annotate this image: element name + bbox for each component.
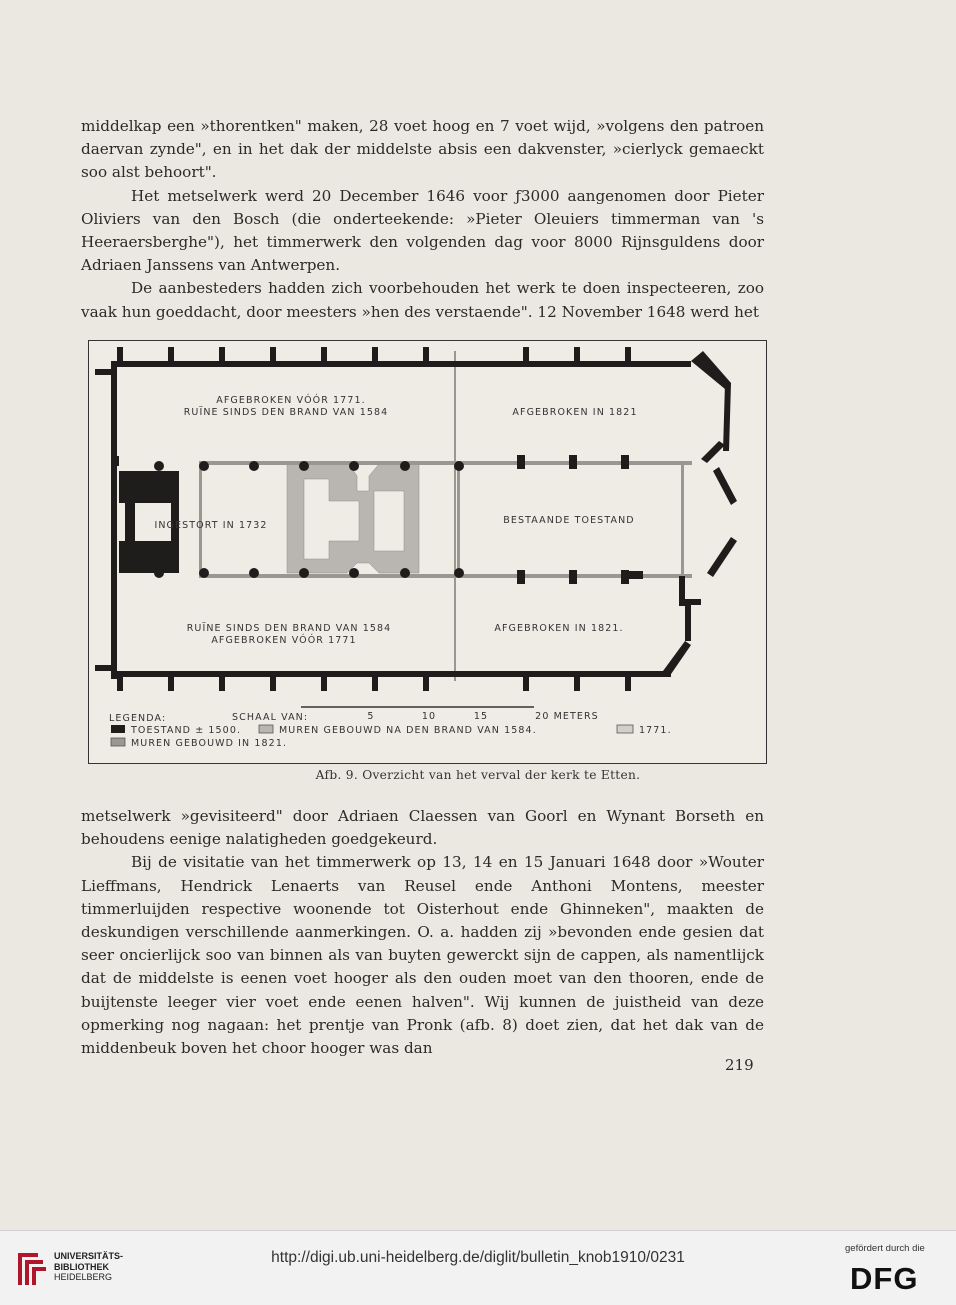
plan-legend [109,707,672,749]
paragraph: metselwerk »gevisiteerd" door Adriaen Claessen van Goorl en Wynant Borseth en behoudens eenige nalatigheden goedgekeurd. [81,807,764,849]
plan-label-center: BESTAANDE TOESTAND [503,515,635,526]
page-number: 219 [725,1056,754,1074]
legend-swatch-light [617,725,633,733]
plan-label-nw-2: RUÏNE SINDS DEN BRAND VAN 1584 [183,407,389,418]
source-url[interactable]: http://digi.ub.uni-heidelberg.de/diglit/bulletin_knob1910/0231 [271,1249,685,1266]
library-name-line: UNIVERSITÄTS- [54,1251,124,1261]
plan-label-nw-1: AFGEBROKEN VÓÓR 1771. [216,395,366,406]
text-block-top [81,115,764,324]
paragraph: De aanbesteders hadden zich voorbehouden het werk te doen inspecteeren, zoo vaak hun goeddacht, door meesters »hen des verstaende". 12 November 1648 werd het [81,279,764,321]
scale-tick-label: 15 [473,711,489,722]
funder-note: gefördert durch die [845,1243,925,1254]
plan-label-west: INGESTORT IN 1732 [154,520,268,531]
legend-item: 1771. [639,725,672,736]
scale-tick-label: 10 [421,711,437,722]
scale-tick-label: 5 [367,711,375,722]
paragraph: Het metselwerk werd 20 December 1646 voor ƒ3000 aangenomen door Pieter Oliviers van den Bosch (die onderteekende: »Pieter Oleuiers timmerman van 's Heeraersberghe"), het timmerwerk den volgenden dag voor 8000 Rijnsguldens door Adriaen Janssens van Antwerpen. [81,186,764,275]
legend-swatch-black [111,725,125,733]
text-block-bottom [81,805,764,1060]
plan-label-se: AFGEBROKEN IN 1821. [494,623,624,634]
paragraph: middelkap een »thorentken" maken, 28 voet hoog en 7 voet wijd, »volgens den patroen daervan zynde", en in het dak der middelste absis een dakvenster, »cierlyck gemaeckt soo alst behoort". [81,117,764,182]
viewer-footer [0,1230,956,1305]
legend-swatch-hatched [111,738,125,746]
dfg-logo: DFG [850,1261,919,1296]
library-name-line: BIBLIOTHEK [54,1261,109,1272]
paragraph: Bij de visitatie van het timmerwerk op 13, 14 en 15 Januari 1648 door »Wouter Lieffmans, Hendrick Lenaerts van Reusel ende Anthoni Montens, meester timmerluijden respective woonende tot Oisterhout ende Ghinneken", maakten de deskundigen verschillende aanmerkingen. O. a. hadden zij »bevonden ende gesien dat seer oncierlijck soo van binnen als van buyten gewerckt sijn de cappen, als namentlijck dat de middelste is eenen voet hooger als den ouden moet van den thooren, ende de buijtenste leeger vier voet ende eenen halven". Wij kunnen de juistheid van deze opmerking nog nagaan: het prentje van Pronk (afb. 8) doet zien, dat het dak van de middenbeuk boven het choor hooger was dan [81,853,764,1058]
scale-label: SCHAAL VAN: [232,712,309,723]
plan-label-ne: AFGEBROKEN IN 1821 [512,407,638,418]
legend-item: TOESTAND ± 1500. [131,725,242,736]
plan-label-sw-2: AFGEBROKEN VÓÓR 1771 [211,635,357,646]
library-name-line: HEIDELBERG [54,1272,113,1282]
legend-item: MUREN GEBOUWD IN 1821. [131,738,288,749]
church-floor-plan [88,340,767,764]
figure-caption: Afb. 9. Overzicht van het verval der kerk te Etten. [315,768,641,782]
plan-label-sw-1: RUÏNE SINDS DEN BRAND VAN 1584 [186,623,392,634]
plan-gray-walls [287,464,419,573]
legend-swatch-gray [259,725,273,733]
scale-tick-label: 20 METERS [535,711,599,722]
legend-item: MUREN GEBOUWD NA DEN BRAND VAN 1584. [279,725,537,736]
legend-title: LEGENDA: [109,713,167,724]
